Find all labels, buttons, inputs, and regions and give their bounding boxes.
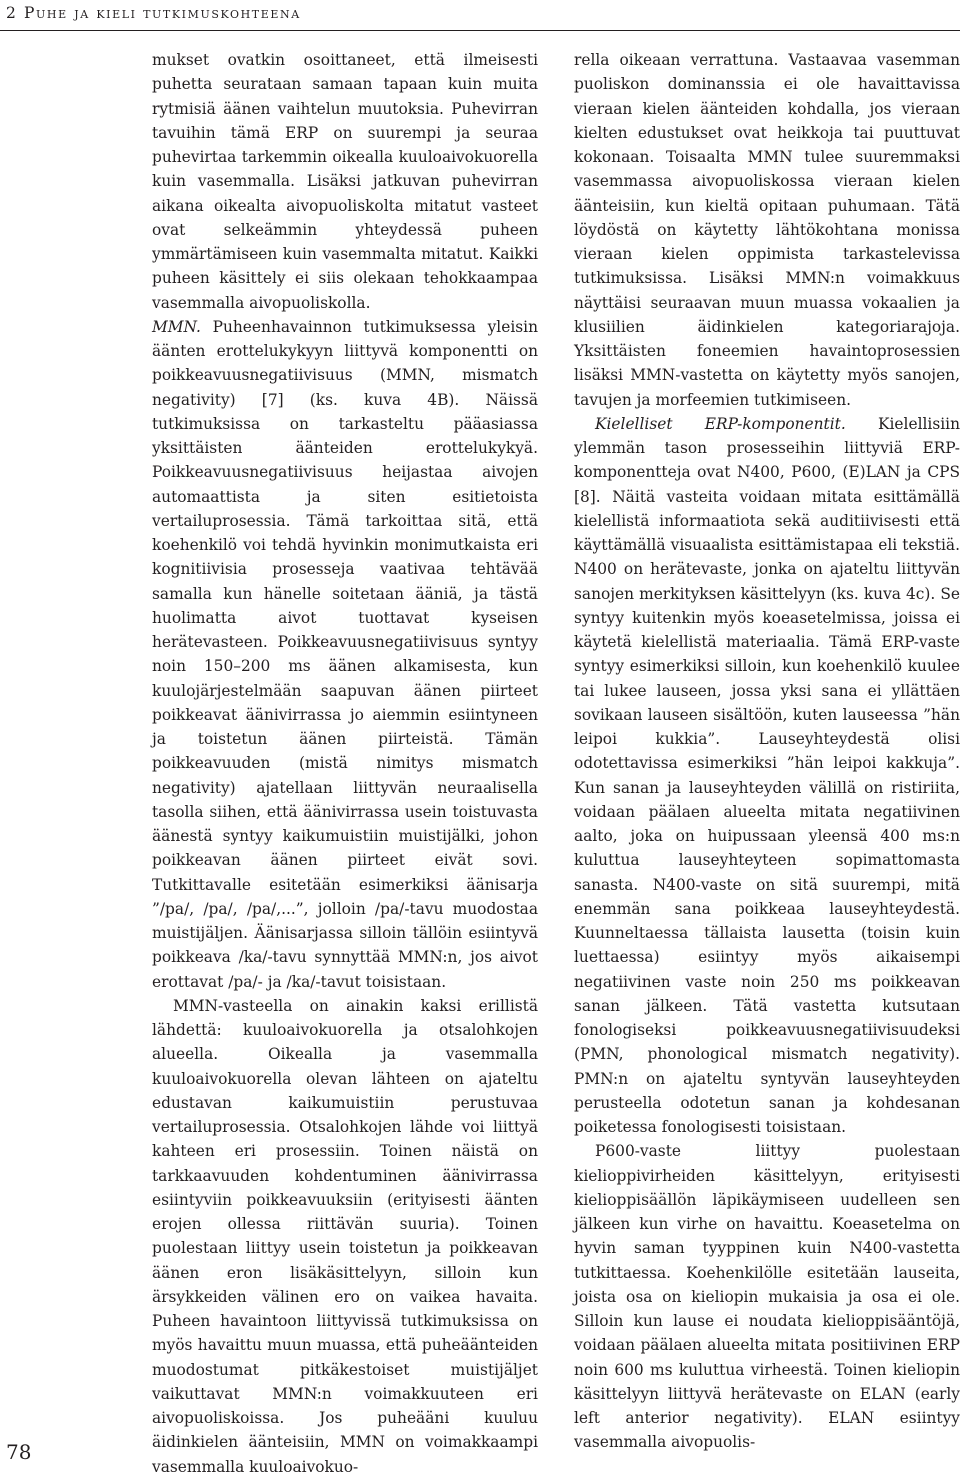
section-lead-erp: Kielelliset ERP-komponentit. (595, 414, 846, 433)
left-paragraph-1: mukset ovatkin osoittaneet, että ilmeisesti puhetta seurataan samaan tapaan kuin muita rytmisiä äänen vaihtelun muutoksia. Puhevirran tavuihin tämä ERP on suurempi ja seuraa puhevirtaa tarkemmin oikealla kuuloaivokuorella kuin vasemmalla. Lisäksi jatkuvan puhevirran aikana oikealta aivopuoliskolta mitatut vasteet ovat selkeämmin yhteydessä puheen ymmärtämiseen kuin vasemmalta mitatut. Kaikki puheen käsittely ei siis olekaan tehokkaampaa vasemmalla aivopuoliskolla. (152, 51, 538, 312)
right-paragraph-2 (574, 412, 960, 1140)
right-paragraph-2-body: Kielellisiin ylemmän tason prosesseihin liittyviä ERP-komponentteja ovat N400, P600, (E)LAN ja CPS [8]. Näitä vasteita voidaan mitata esittämällä kielellistä informaatiota sekä auditiivisesti että käyttämällä visuaalista esittämistapaa eli tekstiä. N400 on herätevaste, jonka on ajateltu liittyvän sanojen merkityksen käsittelyyn (ks. kuva 4c). Se syntyy kuitenkin myös koeasetelmissa, joissa ei käytetä kielellistä materiaalia. Tämä ERP-vaste syntyy esimerkiksi silloin, kun koehenkilö kuulee tai lukee lauseen, jossa yksi sana ei yllättäen sovikaan lauseen sisältöön, kuten lauseessa ”hän leipoi kukkia”. Lauseyhteydestä olisi odotettavissa esimerkiksi ”hän leipoi kakkuja”. Kun sanan ja lauseyhteyden välillä on ristiriita, voidaan päälaen alueelta mitata negatiivinen aalto, joka on huipussaan yleensä 400 ms:n kuluttua lauseyhteyteen sopimattomasta sanasta. N400-vaste on sitä suurempi, mitä enemmän sana poikkeaa lauseyhteydestä. Kuunneltaessa tällaista lausetta (toisin kuin luettaessa) esiintyy myös aikaisempi negatiivinen vaste noin 250 ms poikkeavan sanan jälkeen. Tätä vastetta kutsutaan fonologiseksi poikkeavuusnegatiivisuudeksi (PMN, phonological mismatch negativity). PMN:n on ajateltu syntyvän lauseyhteyden perusteella odotetun sanan ja kohdesanan poiketessa fonologisesti toisistaan. (574, 414, 960, 1136)
chapter-title: 2 Puhe ja kieli tutkimuskohteena (6, 4, 301, 22)
right-paragraph-3: P600-vaste liittyy puolestaan kielioppivirheiden käsittelyyn, erityisesti kielioppisäällön läpikäymiseen uudelleen sen jälkeen kun virhe on havaittu. Koeasetelma on hyvin saman tyyppinen kuin N400-vastetta tutkittaessa. Koehenkilölle esitetään lauseita, joista osa on kieliopin mukaisia ja osa ei ole. Silloin kun lause ei noudata kielioppisääntöjä, voidaan päälaen alueelta mitata positiivinen ERP noin 600 ms kuluttua virheestä. Toinen kieliopin käsittelyyn liittyvä herätevaste on ELAN (early left anterior negativity). ELAN esiintyy vasemmalla aivopuolis- (574, 1142, 960, 1452)
running-header (0, 0, 960, 31)
page-number: 78 (6, 1440, 32, 1464)
left-paragraph-3: MMN-vasteella on ainakin kaksi erillistä lähdettä: kuuloaivokuorella ja otsalohkojen alueella. Oikealla ja vasemmalla kuuloaivokuorella olevan lähteen on ajateltu edustavan kaikumuistiin perustuvaa vertailuprosessia. Otsalohkojen lähde voi liittyä kahteen eri prosessiin. Toinen näistä on tarkkaavuuden kohdentuminen äänivirrassa esiintyviin poikkeavuuksiin (erityisesti äänten erojen ollessa riittävän suuria). Toinen puolestaan liittyy usein toistetun ja poikkeavan äänen eron lisäkäsittelyyn, silloin kun ärsykkeiden välinen ero on vaikea havaita. Puheen havaintoon liittyvissä tutkimuksissa on myös havaittu muun muassa, että puheäänteiden muodostumat pitkäkestoiset muistijäljet vaikuttavat MMN:n voimakkuuteen eri aivopuoliskoissa. Jos puheääni kuuluu äidinkielen äänteisiin, MMN on voimakkaampi vasemmalla kuuloaivokuo- (152, 996, 538, 1476)
right-paragraph-1: rella oikeaan verrattuna. Vastaavaa vasemman puoliskon dominanssia ei ole havaittavissa vieraan kielen äänteiden kohdalla, jos vieraan kielten edustukset ovat heikkoja tai puuttuvat kokonaan. Toisaalta MMN tulee suuremmaksi vasemmassa aivopuoliskossa vieraan kielen äänteisiin, kun kieltä opitaan puhumaan. Tätä löydöstä on käytetty lähtökohtana monissa vieraan kielen oppimista tarkastelevissa tutkimuksissa. Lisäksi MMN:n voimakkuus näyttäisi seuraavan muun muassa vokaalien ja klusiilien äidinkielen kategoriarajoja. Yksittäisten foneemien havaintoprosessien lisäksi MMN-vastetta on käytetty myös sanojen, tavujen ja morfeemien tutkimiseen. (574, 51, 960, 409)
left-paragraph-2 (152, 315, 538, 994)
right-column (574, 48, 960, 1452)
left-column (152, 48, 538, 1476)
left-paragraph-2-body: Puheenhavainnon tutkimuksessa yleisin äänten erottelukykyyn liittyvä komponentti on poikkeavuusnegatiivisuus (MMN, mismatch negativity) [7] (ks. kuva 4B). Näissä tutkimuksissa on tarkasteltu pääasiassa yksittäisten äänteiden erottelukykyä. Poikkeavuusnegatiivisuus heijastaa aivojen automaattista ja siten esitietoista vertailuprosessia. Tämä tarkoittaa sitä, että koehenkilö voi tehdä hyvinkin monimutkaista eri kognitiivisia prosesseja vaativaa tehtävää samalla kun hänelle soitetaan ääniä, ja tästä huolimatta aivot tuottavat kyseisen herätevasteen. Poikkeavuusnegatiivisuus syntyy noin 150–200 ms äänen alkamisesta, kun kuulojärjestelmään saapuvan äänen piirteet poikkeavat äänivirrassa jo aiemmin esiintyneen ja toistetun äänen piirteistä. Tämän poikkeavuuden (mistä nimitys mismatch negativity) ajatellaan liittyvän neuraalisella tasolla siihen, että äänivirrassa usein toistuvasta äänestä syntyy kaikumuistiin muistijälki, johon poikkeavan äänen piirteet eivät sovi. Tutkittavalle esitetään esimerkiksi äänisarja ”/pa/, /pa/, /pa/,...”, jolloin /pa/-tavu muodostaa muistijäljen. Äänisarjassa silloin tällöin esiintyvä poikkeava /ka/-tavu synnyttää MMN:n, jos aivot erottavat /pa/- ja /ka/-tavut toisistaan. (152, 317, 538, 991)
section-lead-mmn: MMN. (152, 317, 201, 336)
